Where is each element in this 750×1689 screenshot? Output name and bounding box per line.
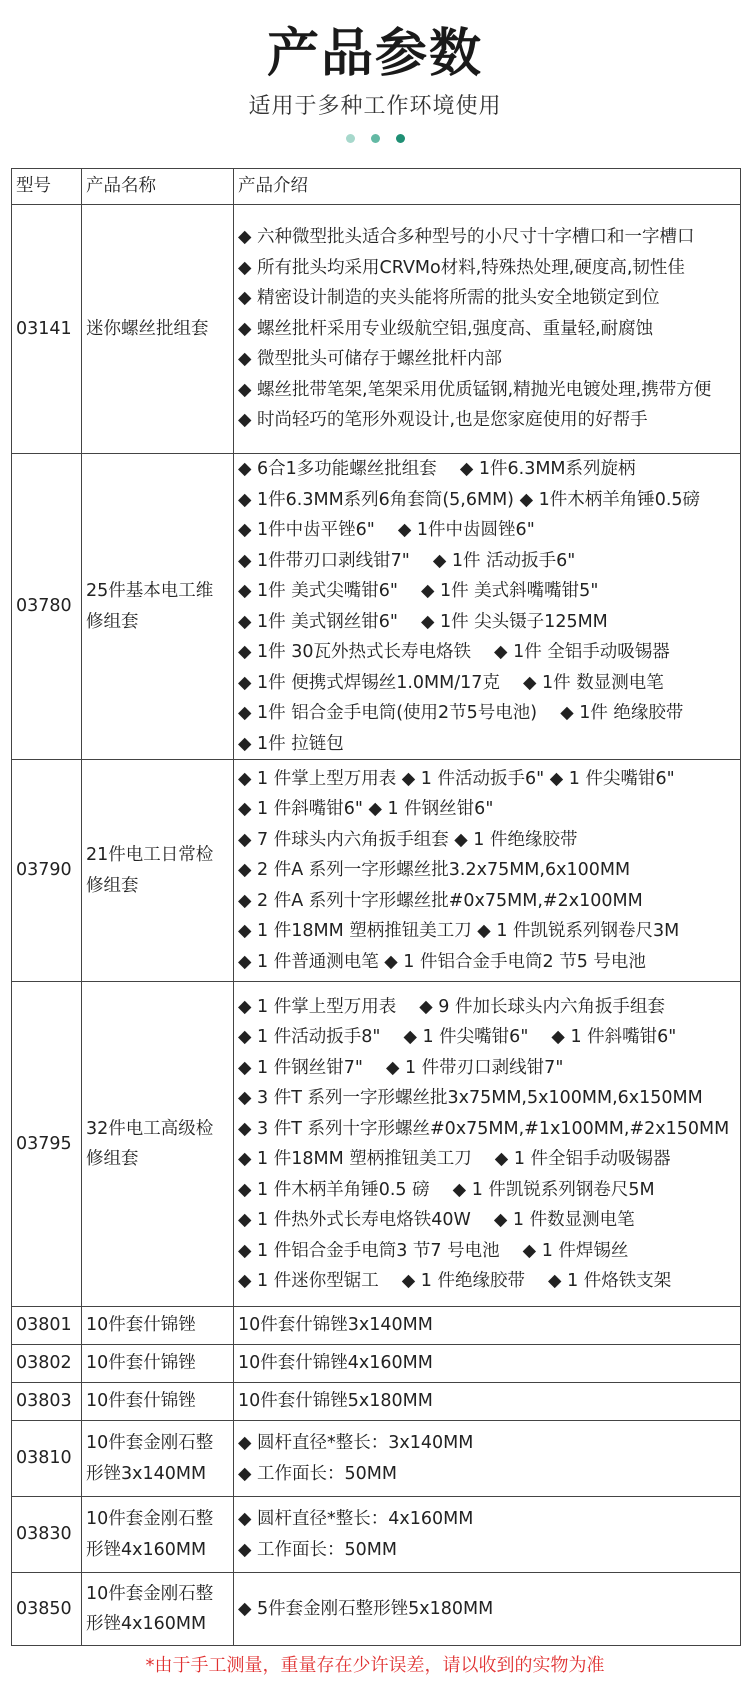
intro-line: ◆ 3 件T 系列一字形螺丝批3x75MM,5x100MM,6x150MM: [238, 1088, 703, 1108]
measurement-note: *由于手工测量，重量存在少许误差，请以收到的实物为准: [145, 1655, 605, 1676]
intro-line: ◆ 6合1多功能螺丝批组套 ◆ 1件6.3MM系列旋柄: [238, 459, 636, 479]
intro-line: ◆ 工作面长：50MM: [238, 1463, 397, 1484]
intro-line: ◆ 1件 拉链包: [238, 733, 344, 754]
page-subtitle: 适用于多种工作环境使用: [248, 94, 502, 119]
intro-line: ◆ 螺丝批杆采用专业级航空铝,强度高、重量轻,耐腐蚀: [238, 318, 654, 339]
model-code: 03141: [12, 205, 82, 454]
intro-line: ◆ 1 件普通测电笔 ◆ 1 件铝合金手电筒2 节5 号电池: [238, 951, 646, 972]
intro-line: 10件套什锦锉3x140MM: [238, 1315, 433, 1336]
product-params-table: [11, 168, 741, 1646]
column-header-model: 型号: [12, 169, 82, 205]
table-row: [12, 454, 741, 760]
table-header-row: [12, 169, 741, 205]
intro-line: ◆ 六种微型批头适合多种型号的小尺寸十字槽口和一字槽口: [238, 227, 695, 248]
intro-line: ◆ 所有批头均采用CRVMo材料,特殊热处理,硬度高,韧性佳: [238, 257, 685, 278]
intro-line: ◆ 1 件铝合金手电筒3 节7 号电池 ◆ 1 件焊锡丝: [238, 1240, 629, 1261]
product-name: 10件套金刚石整形锉4x160MM: [82, 1497, 234, 1573]
model-code: 03795: [12, 982, 82, 1307]
intro-line: 10件套什锦锉4x160MM: [238, 1353, 433, 1374]
intro-line: ◆ 1件 铝合金手电筒(使用2节5号电池) ◆ 1件 绝缘胶带: [238, 703, 684, 723]
model-code: 03830: [12, 1497, 82, 1573]
intro-line: ◆ 1 件斜嘴钳6" ◆ 1 件钢丝钳6": [238, 799, 494, 820]
product-intro: [234, 1573, 741, 1646]
intro-line: ◆ 1件 30瓦外热式长寿电烙铁 ◆ 1件 全铝手动吸锡器: [238, 642, 670, 662]
table-row: [12, 982, 741, 1307]
intro-line: ◆ 1件带刃口剥线钳7" ◆ 1件 活动扳手6": [238, 550, 576, 571]
intro-line: ◆ 1 件活动扳手8" ◆ 1 件尖嘴钳6" ◆ 1 件斜嘴钳6": [238, 1027, 677, 1047]
product-name: 10件套什锦锉: [82, 1345, 234, 1383]
intro-line: ◆ 1 件18MM 塑柄推钮美工刀 ◆ 1 件凯锐系列钢卷尺3M: [238, 921, 680, 942]
intro-line: 10件套什锦锉5x180MM: [238, 1391, 433, 1412]
intro-line: ◆ 1件 便携式焊锡丝1.0MM/17克 ◆ 1件 数显测电笔: [238, 672, 664, 693]
intro-line: ◆ 圆杆直径*整长：4x160MM: [238, 1509, 474, 1529]
intro-line: ◆ 5件套金刚石整形锉5x180MM: [238, 1598, 494, 1619]
page-title: 产品参数: [266, 24, 483, 84]
table-row: [12, 205, 741, 454]
product-name: 10件套金刚石整形锉3x140MM: [82, 1421, 234, 1497]
product-name: 10件套金刚石整形锉4x160MM: [82, 1573, 234, 1646]
product-intro: [234, 454, 741, 760]
product-name: 32件电工高级检修组套: [82, 982, 234, 1307]
product-name: 迷你螺丝批组套: [82, 205, 234, 454]
product-name: 10件套什锦锉: [82, 1307, 234, 1345]
intro-line: ◆ 1 件热外式长寿电烙铁40W ◆ 1 件数显测电笔: [238, 1210, 635, 1230]
intro-line: ◆ 1 件掌上型万用表 ◆ 1 件活动扳手6" ◆ 1 件尖嘴钳6": [238, 768, 675, 789]
product-intro: [234, 760, 741, 982]
model-code: 03790: [12, 760, 82, 982]
product-intro: [234, 1421, 741, 1497]
product-intro: [234, 1497, 741, 1573]
table-row: [12, 1497, 741, 1573]
intro-line: ◆ 1件中齿平锉6" ◆ 1件中齿圆锉6": [238, 520, 535, 540]
model-code: 03850: [12, 1573, 82, 1646]
intro-line: ◆ 时尚轻巧的笔形外观设计,也是您家庭使用的好帮手: [238, 410, 648, 431]
intro-line: ◆ 圆杆直径*整长：3x140MM: [238, 1433, 474, 1453]
model-code: 03803: [12, 1383, 82, 1421]
table-row: [12, 1421, 741, 1497]
table-row: [12, 1573, 741, 1646]
table-row: [12, 1345, 741, 1383]
product-intro: [234, 982, 741, 1307]
column-header-intro: 产品介绍: [234, 169, 741, 205]
intro-line: ◆ 2 件A 系列十字形螺丝批#0x75MM,#2x100MM: [238, 890, 643, 911]
decorative-dots: [0, 134, 750, 143]
intro-line: ◆ 7 件球头内六角扳手组套 ◆ 1 件绝缘胶带: [238, 829, 578, 850]
intro-line: ◆ 2 件A 系列一字形螺丝批3.2x75MM,6x100MM: [238, 860, 631, 881]
dot-light-icon: [346, 134, 355, 143]
product-name: 10件套什锦锉: [82, 1383, 234, 1421]
intro-line: ◆ 螺丝批带笔架,笔架采用优质锰钢,精抛光电镀处理,携带方便: [238, 379, 712, 400]
intro-line: ◆ 工作面长：50MM: [238, 1539, 397, 1560]
column-header-name: 产品名称: [82, 169, 234, 205]
header: [0, 0, 750, 168]
intro-line: ◆ 1 件迷你型锯工 ◆ 1 件绝缘胶带 ◆ 1 件烙铁支架: [238, 1271, 672, 1291]
table-row: [12, 1383, 741, 1421]
model-code: 03801: [12, 1307, 82, 1345]
product-intro: [234, 1383, 741, 1421]
intro-line: ◆ 微型批头可储存于螺丝批杆内部: [238, 349, 503, 370]
intro-line: ◆ 1 件掌上型万用表 ◆ 9 件加长球头内六角扳手组套: [238, 996, 665, 1017]
product-name: 21件电工日常检修组套: [82, 760, 234, 982]
table-row: [12, 1307, 741, 1345]
product-intro: [234, 1307, 741, 1345]
product-name: 25件基本电工维修组套: [82, 454, 234, 760]
model-code: 03810: [12, 1421, 82, 1497]
intro-line: ◆ 精密设计制造的夹头能将所需的批头安全地锁定到位: [238, 288, 660, 309]
model-code: 03802: [12, 1345, 82, 1383]
product-intro: [234, 205, 741, 454]
table-row: [12, 760, 741, 982]
intro-line: ◆ 1 件钢丝钳7" ◆ 1 件带刃口剥线钳7": [238, 1057, 564, 1078]
product-intro: [234, 1345, 741, 1383]
model-code: 03780: [12, 454, 82, 760]
intro-line: ◆ 1件 美式尖嘴钳6" ◆ 1件 美式斜嘴嘴钳5": [238, 581, 599, 601]
dot-dark-icon: [396, 134, 405, 143]
intro-line: ◆ 1件 美式钢丝钳6" ◆ 1件 尖头镊子125MM: [238, 611, 608, 632]
intro-line: ◆ 3 件T 系列十字形螺丝#0x75MM,#1x100MM,#2x150MM: [238, 1118, 730, 1139]
intro-line: ◆ 1 件18MM 塑柄推钮美工刀 ◆ 1 件全铝手动吸锡器: [238, 1149, 671, 1169]
intro-line: ◆ 1件6.3MM系列6角套筒(5,6MM) ◆ 1件木柄羊角锤0.5磅: [238, 489, 701, 510]
intro-line: ◆ 1 件木柄羊角锤0.5 磅 ◆ 1 件凯锐系列钢卷尺5M: [238, 1179, 655, 1200]
dot-medium-icon: [371, 134, 380, 143]
